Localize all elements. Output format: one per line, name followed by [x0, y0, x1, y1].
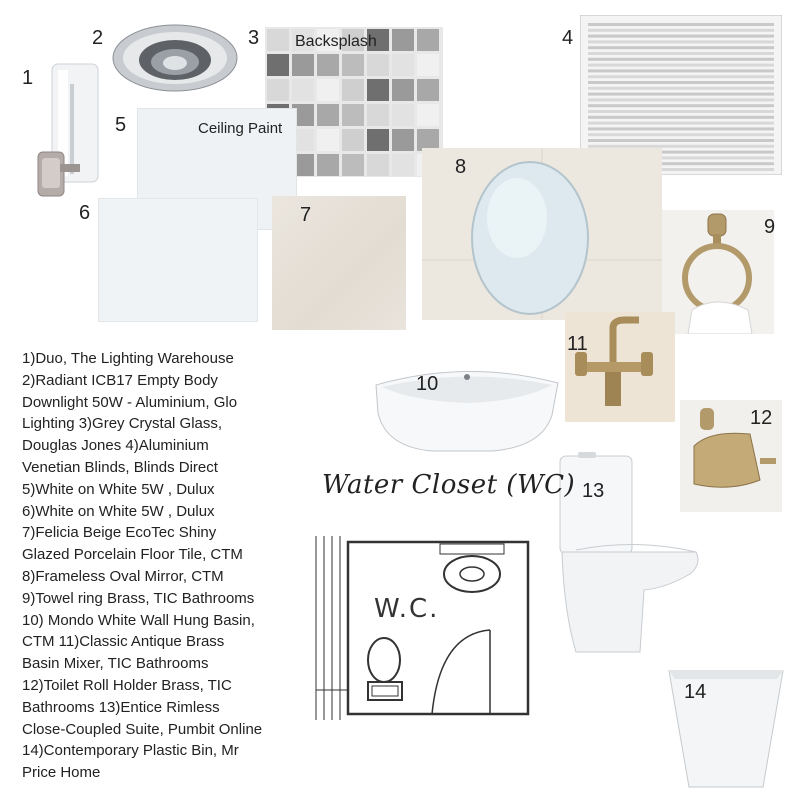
item-number: 11 [567, 333, 588, 355]
item-number: 12 [750, 407, 773, 429]
item-number: 7 [300, 204, 312, 226]
item-number: 8 [455, 156, 467, 178]
wall-sconce-icon [30, 60, 110, 210]
towel-ring-icon [662, 210, 774, 334]
toilet-icon [556, 452, 704, 660]
item-number: 4 [562, 27, 574, 49]
item-number: 2 [92, 27, 104, 49]
basin-icon [372, 355, 562, 455]
floor-plan-diagram [308, 530, 544, 722]
item-number: 9 [764, 216, 776, 238]
item-number: 14 [684, 681, 707, 703]
downlight-icon [110, 22, 240, 94]
swatch-label-backsplash: Backsplash [295, 33, 377, 50]
item-number: 10 [416, 373, 439, 395]
item-number: 13 [582, 480, 605, 502]
page-title: Water Closet (WC) [322, 470, 576, 500]
item-number: 6 [79, 202, 91, 224]
item-number: 3 [248, 27, 260, 49]
floor-tile-icon [272, 196, 406, 330]
product-legend: 1)Duo, The Lighting Warehouse 2)Radiant ICB17 Empty Body Downlight 50W - Aluminium, Glo Lighting 3)Grey Crystal Glass, Douglas Jones 4)Aluminium Venetian Blinds, Blinds Direct 5)White on White 5W , Dulux 6)White on White 5W , Dulux 7)Felicia Beige EcoTec Shiny Glazed Porcelain Floor Tile, CTM 8)Frameless Oval Mirror, CTM 9)Towel ring Brass, TIC Bathrooms 10) Mondo White Wall Hung Basin, CTM 11)Classic Antique Brass Basin Mixer, TIC Bathrooms 12)Toilet Roll Holder Brass, TIC Bathrooms 13)Entice Rimless Close-Coupled Suite, Pumbit Online 14)Contemporary Plastic Bin, Mr Price Home [22, 350, 263, 782]
item-number: 1 [22, 67, 34, 89]
swatch-label-ceiling-paint: Ceiling Paint [198, 120, 283, 137]
basin-mixer-icon [565, 312, 675, 422]
floor-plan-label: W.C. [374, 594, 440, 624]
paint-swatch-wall [98, 198, 258, 322]
item-number: 5 [115, 114, 127, 136]
